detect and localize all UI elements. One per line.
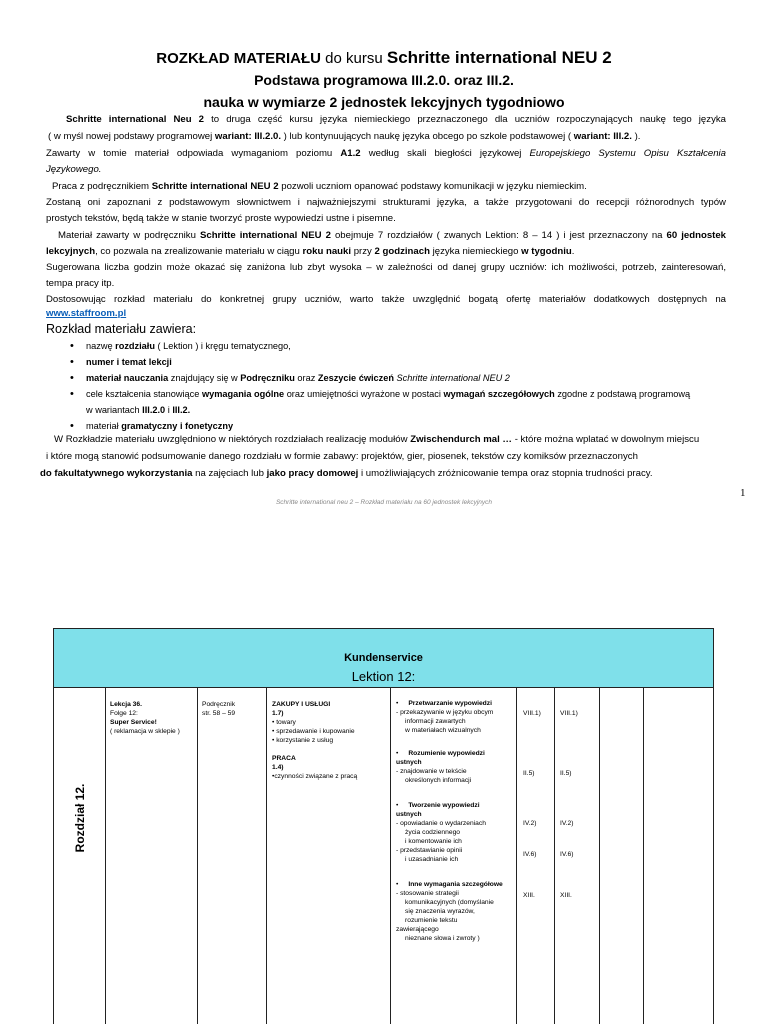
intro-paragraph-2-line-1: Zawarty w tomie materiał odpowiada wymaganiom poziomu A1.2 według skali biegłości językowej Europejskiego Systemu Opisu Kształcenia	[46, 148, 727, 159]
intro-paragraph-2-line-2: Językowego.	[46, 164, 102, 175]
staffroom-link[interactable]: www.staffroom.pl	[46, 308, 127, 319]
intro-paragraph-1-line-2: ( w myśl nowej podstawy programowej wariant: III.2.0. ) lub kontynuujących naukę języka obcego po szkole podstawowej ( wariant: III.2. ).	[48, 131, 641, 142]
intro-paragraph-4-line-2: prostych tekstów, będą także w stanie tworzyć proste wypowiedzi ustne i pisemne.	[46, 213, 396, 224]
intro-paragraph-1-line-1: Schritte international Neu 2 to druga część kursu języka niemieckiego przeznaczonego dla uczniów rozpoczynających naukę tego języka	[66, 114, 726, 125]
requirement-code: VIII.1)	[560, 710, 578, 717]
intro-paragraph-6-line-1: Sugerowana liczba godzin może okazać się zaniżona lub zbyt wysoka – w zależności od danej grupy uczniów: ich możliwości, potrzeb, zainteresowań,	[46, 262, 726, 273]
requirement-block: • Tworzenie wypowiedzi ustnych - opowiadanie o wydarzeniach życia codziennego i komentowanie ich - przedstawianie opinii i uzasadnianie ich	[396, 802, 486, 863]
intro-paragraph-6-line-2: tempa pracy itp.	[46, 278, 115, 289]
column-divider	[390, 688, 391, 1024]
column-divider	[516, 688, 517, 1024]
lektion-topic: Kundenservice	[344, 652, 423, 664]
requirement-code: IV.6)	[523, 851, 537, 858]
topic-cell: ZAKUPY I USŁUGI 1.7) • towary • sprzedawanie i kupowanie • korzystanie z usług PRACA 1.4) •czynności związane z pracą	[272, 701, 358, 780]
intro-paragraph-3: Praca z podręcznikiem Schritte international NEU 2 pozwoli uczniom opanować podstawy komunikacji w języku niemieckim.	[52, 181, 587, 192]
list-item: • numer i temat lekcji	[70, 354, 750, 370]
page-number: 1	[740, 487, 746, 499]
column-divider	[266, 688, 267, 1024]
contents-list	[70, 338, 750, 434]
zwischendurch-line-2: i które mogą stanowić podsumowanie danego rozdziału w formie zabawy: projektów, gier, piosenek, tekstów czy komiksów przeznaczonych	[46, 451, 638, 462]
textbook-cell: Podręcznik str. 58 – 59	[202, 701, 236, 717]
list-item: • materiał gramatyczny i fonetyczny	[70, 418, 750, 434]
document-subtitle: Podstawa programowa III.2.0. oraz III.2.	[254, 72, 514, 88]
requirement-code: II.5)	[523, 770, 535, 777]
lektion-header	[53, 628, 714, 688]
list-item: • nazwę rozdziału ( Lektion ) i kręgu tematycznego,	[70, 338, 750, 354]
requirement-code: IV.6)	[560, 851, 574, 858]
document-title: ROZKŁAD MATERIAŁU do kursu Schritte international NEU 2	[156, 48, 612, 67]
requirement-code: IV.2)	[560, 820, 574, 827]
contents-heading: Rozkład materiału zawiera:	[46, 322, 197, 336]
intro-paragraph-5-line-2: lekcyjnych, co pozwala na zrealizowanie materiału w ciągu roku nauki przy 2 godzinach języka niemieckiego w tygodniu.	[46, 246, 575, 257]
page-footer: Schritte international neu 2 – Rozkład materiału na 60 jednostek lekcyjnych	[275, 499, 493, 506]
zwischendurch-line-3: do fakultatywnego wykorzystania na zajęciach lub jako pracy domowej i umożliwiających zróżnicowanie tempa oraz stopnia trudności pracy.	[40, 468, 653, 479]
requirement-block: • Rozumienie wypowiedzi ustnych - znajdowanie w tekście określonych informacji	[396, 750, 485, 784]
requirement-code: XIII.	[523, 892, 535, 899]
document-subtitle-2: nauka w wymiarze 2 jednostek lekcyjnych tygodniowo	[203, 94, 565, 110]
chapter-label: Rozdział 12.	[73, 783, 87, 853]
staffroom-link-line	[46, 306, 726, 323]
lektion-label: Lektion 12:	[351, 669, 416, 684]
list-item: • cele kształcenia stanowiące wymagania ogólne oraz umiejętności wyrażone w postaci wymagań szczegółowych zgodne z podstawą programową w wariantach III.2.0 i III.2.	[70, 386, 750, 418]
zwischendurch-line-1: W Rozkładzie materiału uwzględniono w niektórych rozdziałach realizację modułów Zwischendurch mal … - które można wplatać w dowolnym miejscu	[54, 434, 700, 445]
requirement-code: VIII.1)	[523, 710, 541, 717]
lesson-cell: Lekcja 36. Folge 12: Super Service! ( reklamacja w sklepie )	[110, 701, 180, 735]
requirement-code: XIII.	[560, 892, 572, 899]
requirement-block: • Przetwarzanie wypowiedzi - przekazywanie w języku obcym informacji zawartych w materiałach wizualnych	[396, 700, 494, 734]
intro-paragraph-4-line-1: Zostaną oni zapoznani z podstawowym słownictwem i najważniejszymi strukturami języka, a także przygotowani do recepcji różnorodnych typów	[46, 197, 726, 208]
column-divider	[105, 688, 106, 1024]
requirement-code: IV.2)	[523, 820, 537, 827]
column-divider	[197, 688, 198, 1024]
column-divider	[554, 688, 555, 1024]
intro-paragraph-7: Dostosowując rozkład materiału do konkretnej grupy uczniów, warto także uwzględnić bogatą ofertę materiałów dodatkowych dostępnych na	[46, 294, 726, 305]
list-item: • materiał nauczania znajdujący się w Podręczniku oraz Zeszycie ćwiczeń Schritte international NEU 2	[70, 370, 750, 386]
column-divider	[643, 688, 644, 1024]
column-divider	[599, 688, 600, 1024]
requirement-code: II.5)	[560, 770, 572, 777]
requirement-block: • Inne wymagania szczegółowe - stosowanie strategii komunikacyjnych (domyślanie się znaczenia wyrazów, rozumienie tekstu zawierającego nieznane słowa i zwroty )	[396, 881, 503, 942]
intro-paragraph-5-line-1: Materiał zawarty w podręczniku Schritte international NEU 2 obejmuje 7 rozdziałów ( zwanych Lektion: 8 – 14 ) i jest przeznaczony na 60 jednostek	[58, 230, 727, 241]
